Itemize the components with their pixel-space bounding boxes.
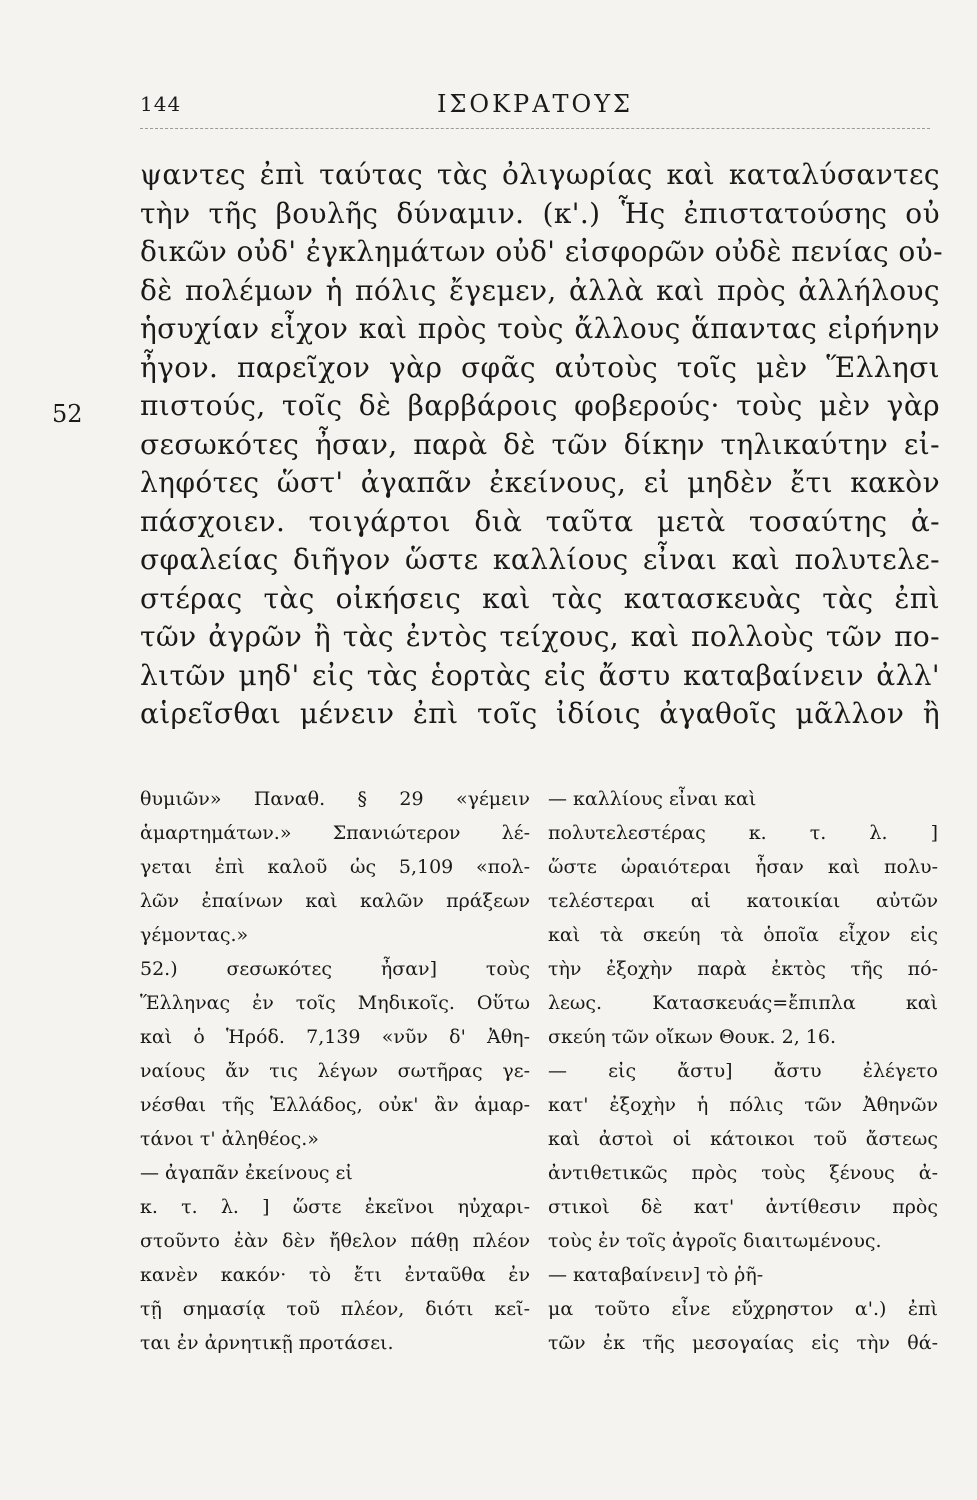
main-text-line: ψαντες ἐπὶ ταύτας τὰς ὀλιγωρίας καὶ καταλύσαντες [140, 158, 940, 191]
footnote-line: ἀντιθετικῶς πρὸς τοὺς ξένους ἀ- [548, 1162, 938, 1184]
footnotes-left-column [140, 782, 530, 1360]
footnote-line: ὥστε ὡραιότεραι ἦσαν καὶ πολυ- [548, 856, 938, 878]
footnote-line: — καλλίους εἶναι καὶ [548, 788, 757, 810]
footnote-line: τοὺς ἐν τοῖς ἀγροῖς διαιτωμένους. [548, 1230, 882, 1252]
footnote-line: πολυτελεστέρας κ. τ. λ. ] [548, 822, 938, 844]
main-text-line: πάσχοιεν. τοιγάρτοι διὰ ταῦτα μετὰ τοσαύτης ἀ- [140, 504, 940, 538]
main-text-line: αἱρεῖσθαι μένειν ἐπὶ τοῖς ἰδίοις ἀγαθοῖς μᾶλλον ἢ [140, 697, 940, 730]
main-text-line: τῶν ἀγρῶν ἢ τὰς ἐντὸς τείχους, καὶ πολλοὺς τῶν πο- [140, 620, 940, 653]
footnote-line: στικοὶ δὲ κατ' ἀντίθεσιν πρὸς [548, 1196, 938, 1218]
footnote-line: θυμιῶν» Παναθ. § 29 «γέμειν [140, 788, 530, 810]
page-header [140, 92, 930, 126]
footnote-line: — καταβαίνειν] τὸ ῥῆ- [548, 1264, 764, 1286]
footnote-line: κ. τ. λ. ] ὥστε ἐκεῖνοι ηὐχαρι- [140, 1196, 530, 1218]
main-text-line: δικῶν οὐδ' ἐγκλημάτων οὐδ' εἰσφορῶν οὐδὲ πενίας οὐ- [140, 235, 943, 268]
main-text-line: ἡσυχίαν εἶχον καὶ πρὸς τοὺς ἄλλους ἅπαντας εἰρήνην [140, 312, 940, 345]
footnote-line: — εἰς ἄστυ] ἄστυ ἐλέγετο [548, 1060, 938, 1082]
main-text-line: ἦγον. παρεῖχον γὰρ σφᾶς αὐτοὺς τοῖς μὲν Ἕλλησι [140, 350, 940, 384]
footnote-line: γεται ἐπὶ καλοῦ ὡς 5,109 «πολ- [140, 856, 530, 878]
footnote-line: 52.) σεσωκότες ἦσαν] τοὺς [140, 958, 530, 980]
margin-section-number: 52 [52, 400, 83, 428]
footnote-line: γέμοντας.» [140, 924, 249, 946]
footnote-line: τάνοι τ' ἀληθέος.» [140, 1128, 319, 1150]
footnote-line: — ἀγαπᾶν ἐκείνους εἰ [140, 1162, 353, 1184]
footnotes-right-column [548, 782, 938, 1360]
footnote-line: κατ' ἐξοχὴν ἡ πόλις τῶν Ἀθηνῶν [548, 1094, 938, 1116]
footnote-line: ται ἐν ἀρνητικῇ προτάσει. [140, 1332, 394, 1354]
running-title: ΙΣΟΚΡΑΤΟΥΣ [436, 90, 634, 118]
main-text-line: σεσωκότες ἦσαν, παρὰ δὲ τῶν δίκην τηλικαύτην εἰ- [140, 427, 940, 461]
footnote-line: ναίους ἄν τις λέγων σωτῆρας γε- [140, 1060, 530, 1082]
footnote-line: νέσθαι τῆς Ἑλλάδος, οὐκ' ἂν ἁμαρ- [140, 1094, 530, 1116]
footnote-line: τῇ σημασίᾳ τοῦ πλέον, διότι κεῖ- [140, 1298, 530, 1320]
footnote-line: σκεύη τῶν οἴκων Θουκ. 2, 16. [548, 1026, 837, 1048]
footnote-line: τὴν ἐξοχὴν παρὰ ἐκτὸς τῆς πό- [548, 958, 938, 980]
footnote-line: λεως. Κατασκευάς=ἔπιπλα καὶ [548, 992, 938, 1014]
main-text-line: σφαλείας διῆγον ὥστε καλλίους εἶναι καὶ πολυτελε- [140, 543, 940, 576]
main-text-line: πιστούς, τοῖς δὲ βαρβάροις φοβερούς· τοὺς μὲν γὰρ [140, 389, 940, 422]
footnote-line: τελέστεραι αἱ κατοικίαι αὐτῶν [548, 890, 938, 912]
footnote-line: μα τοῦτο εἶνε εὔχρηστον α'.) ἐπὶ [548, 1298, 938, 1320]
main-text-block [140, 156, 943, 734]
main-text-line: λιτῶν μηδ' εἰς τὰς ἑορτὰς εἰς ἄστυ καταβαίνειν ἀλλ' [140, 658, 940, 692]
header-rule [140, 128, 930, 129]
footnote-line: τῶν ἐκ τῆς μεσογαίας εἰς τὴν θά- [548, 1332, 938, 1354]
footnote-line: καὶ ὁ Ἡρόδ. 7,139 «νῦν δ' Ἀθη- [140, 1026, 530, 1048]
main-text-line: τὴν τῆς βουλῆς δύναμιν. (κ'.) Ἧς ἐπιστατούσης οὐ [140, 196, 940, 230]
footnote-line: κανὲν κακόν· τὸ ἔτι ἐνταῦθα ἐν [140, 1264, 530, 1286]
footnote-line: ἁμαρτημάτων.» Σπανιώτερον λέ- [140, 822, 530, 844]
footnote-line: λῶν ἐπαίνων καὶ καλῶν πράξεων [140, 890, 530, 912]
page-number: 144 [140, 92, 182, 116]
main-text-line: ληφότες ὥστ' ἀγαπᾶν ἐκείνους, εἰ μηδὲν ἔτι κακὸν [140, 466, 940, 499]
footnote-line: καὶ τὰ σκεύη τὰ ὁποῖα εἶχον εἰς [548, 924, 938, 946]
main-text-line: δὲ πολέμων ἡ πόλις ἔγεμεν, ἀλλὰ καὶ πρὸς ἀλλήλους [140, 273, 940, 307]
footnote-line: καὶ ἀστοὶ οἱ κάτοικοι τοῦ ἄστεως [548, 1128, 938, 1150]
footnote-line: Ἕλληνας ἐν τοῖς Μηδικοῖς. Οὕτω [140, 992, 530, 1014]
footnote-line: στοῦντο ἐὰν δὲν ἤθελον πάθῃ πλέον [140, 1230, 530, 1252]
main-text-line: στέρας τὰς οἰκήσεις καὶ τὰς κατασκευὰς τὰς ἐπὶ [140, 581, 940, 615]
